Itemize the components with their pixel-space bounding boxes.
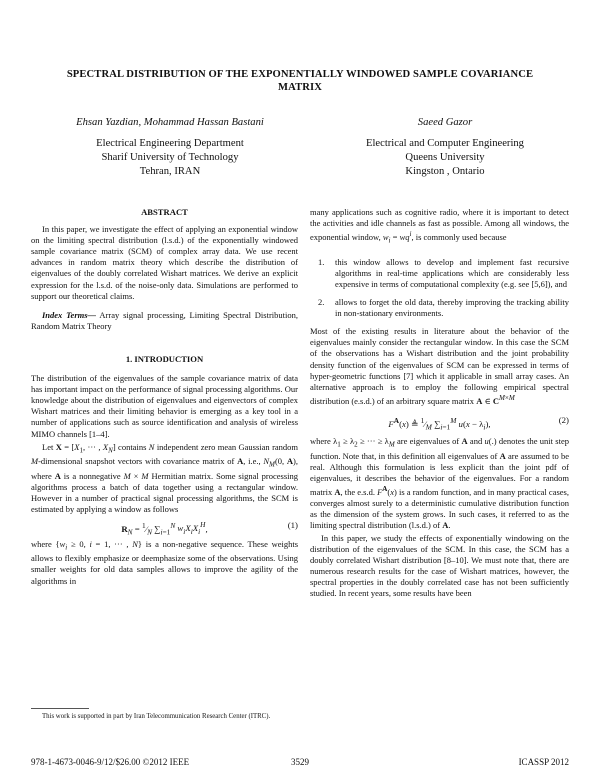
footer-conference: ICASSP 2012 <box>518 757 569 767</box>
footnote: This work is supported in part by Iran Telecommunication Research Center (ITRC). <box>42 713 271 720</box>
affiliation-right <box>320 137 570 179</box>
author-names-right: Saeed Gazor <box>417 117 473 128</box>
affiliation-line: Kingston , Ontario <box>405 166 485 177</box>
intro-paragraph-2: Let $X = [X_1$, ··· , $X_N$] contains N independent zero mean Gaussian random M-dimensional snapshot vectors with covariance matrix of A, i.e., $N_M(0$, A), where A is a nonnegative M × M Hermitian matrix. Some signal processing algorithms process a batch of data together using a rectangular window. However in a number of practical signal processing algorithms, the SCM is estimated by applying a window as follows <box>31 441 299 515</box>
equation-2 <box>310 413 569 430</box>
index-terms-label: Index Terms— <box>42 309 97 320</box>
equation-2-formula: $F^A(x)$ ≜ $^1⁄_M$ $\sum_{i=1}^M$ $u(x - \lambda_i)$, <box>388 415 491 432</box>
footer-isbn: 978-1-4673-0046-9/12/$26.00 ©2012 IEEE <box>31 757 190 767</box>
equation-1-formula: $R_N$ = $^1⁄_N$ $\sum_{i=1}^N$ $w_iX_iX_i^H$, <box>121 520 208 537</box>
right-paragraph-3: where $\lambda_1 \ge \lambda_2$ ≥ ··· ≥ $\lambda_M$ are eigenvalues of A and u(.) denotes the unit step function. Note that, in this definition all eigenvalues of A are assumed to be real. Although this formulation is less explicit than the joint pdf of eigenvalues, it describes the behavior of the eigenvalues. For a random matrix A, the e.s.d. $F^A(x)$ is a random function, and in many practical cases, converges almost surely to a deterministic cumulative distribution function as the dimension of the system grows. In such cases, it referred to as the limiting spectral distribution (l.s.d.) of A. <box>310 435 569 530</box>
right-paragraph-1: many applications such as cognitive radio, where it is important to detect the activities and idle channels as fast as possible. Among all windows, the exponential window, $w_i = wq^i$, is commonly used because <box>310 207 569 245</box>
right-paragraph-4: In this paper, we study the effects of exponentially windowing on the distribution of the eigenvalues of the SCM. In this case, the SCM has a doubly correlated Wishart distribution [8–10]. We must note that, there are numerous research results for the case of Wishart matrices, however, the spectral properties in the doubly correlated case has not been sufficiently studied. In recent years, some results have been <box>310 533 569 599</box>
paper-title: SPECTRAL DISTRIBUTION OF THE EXPONENTIALLY WINDOWED SAMPLE COVARIANCE MATRIX <box>66 69 534 93</box>
list-item: 2. allows to forget the old data, thereby improving the tracking ability in non-stationary environments. <box>318 297 569 319</box>
author-names-left: Ehsan Yazdian, Mohammad Hassan Bastani <box>76 117 264 128</box>
right-column <box>310 207 569 600</box>
affiliation-line: Queens University <box>405 152 485 163</box>
intro-paragraph-1: The distribution of the eigenvalues of the sample covariance matrix of data has important impact on the performance of signal processing algorithms. Our knowledge about the distribution of eigenvalues and eigenvectors of complex Wishart matrices and their limiting behavior is emerging as a key tool in a number of applications such as source identification and analysis of wireless MIMO channels [1–4]. <box>31 373 298 439</box>
list-item: 1. this window allows to develop and implement fast recursive algorithms in real-time applications which are considerably less expensive in terms of computational complexity (e.g. see [5,6]), and <box>318 256 569 289</box>
footnote-rule <box>31 708 89 709</box>
equation-1 <box>31 518 298 535</box>
equation-1-number: (1) <box>287 519 298 530</box>
intro-paragraph-3: where {$w_i \ge 0$, i = 1, ··· , N} is a non-negative sequence. These weights allows to flexibly emphasize or deemphasize some of the observations. Using smaller weights for old data samples allows to improve the agility of the algorithms in <box>31 538 299 586</box>
affiliation-left <box>40 137 300 179</box>
index-terms-text: Array signal processing, Limiting Spectral Distribution, Random Matrix Theory <box>31 309 298 331</box>
reasons-list <box>310 257 569 319</box>
equation-2-number: (2) <box>558 414 569 425</box>
right-paragraph-2: Most of the existing results in literature about the behavior of the eigenvalues mainly consider the rectangular window. In this case the SCM of the observations has a Wishart distribution and the joint probability density function of the eigenvalues of SCM can be expressed in terms of hyper-geometric functions [7] which it applicable in small array cases. An alternative approach is to employ the following empirical spectral distribution (e.s.d.) of an arbitrary square matrix A ∈ $C^{M\times M}$ <box>310 326 569 406</box>
index-terms <box>31 310 298 332</box>
affiliation-line: Electrical and Computer Engineering <box>366 138 524 149</box>
page-number: 3529 <box>291 757 309 767</box>
abstract-heading: ABSTRACT <box>141 207 188 217</box>
intro-heading: 1. INTRODUCTION <box>125 353 204 364</box>
left-column <box>31 207 298 587</box>
abstract-text: In this paper, we investigate the effect of applying an exponential window on the limiting spectral distribution (l.s.d.) of the exponentially windowed sample covariance matrix (SCM) of complex array data. We use recent advances in random matrix theory which describe the distribution of eigenvalues of the doubly correlated Wishart matrices. We derive an explicit expression for the l.s.d. of the noise-only data. Simulations are performed to support our theoretical claims. <box>31 224 298 301</box>
affiliation-line: Tehran, IRAN <box>139 166 201 177</box>
affiliation-line: Sharif University of Technology <box>101 152 239 163</box>
affiliation-line: Electrical Engineering Department <box>96 138 244 149</box>
